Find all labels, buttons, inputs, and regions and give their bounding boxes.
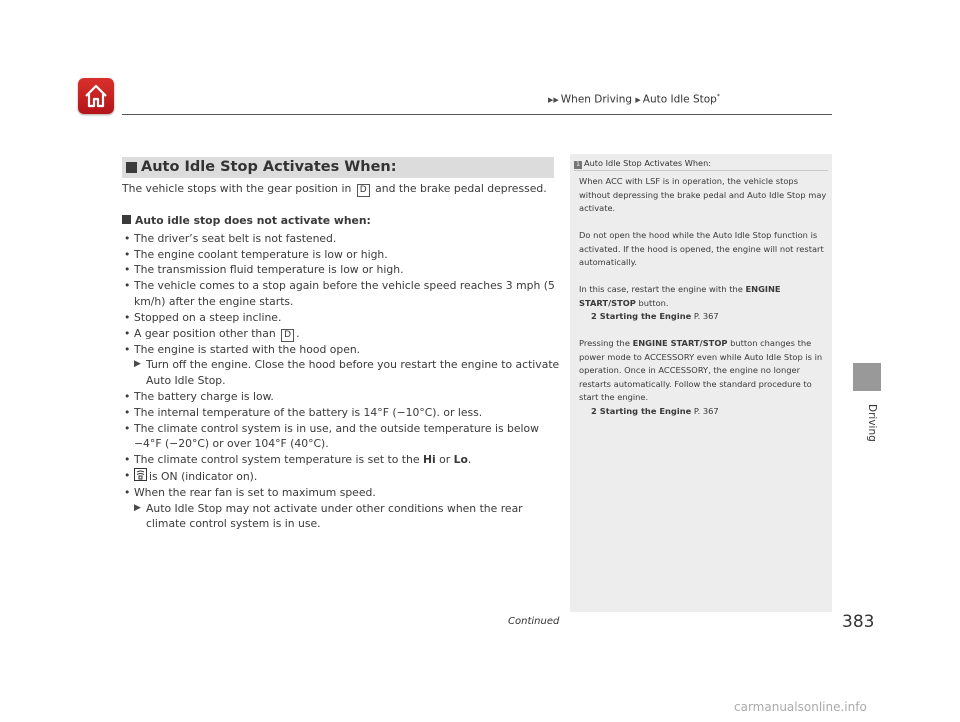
main-content [122,181,562,532]
list-item: • The internal temperature of the battery is 14°F (−10°C). or less. [124,405,483,419]
note-number-icon: 1 [574,161,582,169]
sidebar-body [579,175,827,432]
header-rule [122,114,832,115]
sub-note: ▶ Auto Idle Stop may not activate under other conditions when the rear climate control system is in use. [134,501,523,531]
sidebar-title: 1 Auto Idle Stop Activates When: [574,158,711,169]
list-item: • Stopped on a steep incline. [124,310,282,324]
page-number: 383 [842,612,875,632]
section-heading [122,157,554,178]
section-title: Auto Idle Stop Activates When: [141,159,397,175]
sidebar-divider [574,170,828,171]
square-bullet-icon [122,215,131,224]
home-button[interactable] [78,78,114,114]
intro-paragraph: The vehicle stops with the gear position in D and the brake pedal depressed. [122,182,547,195]
breadcrumb-item-auto-idle-stop[interactable]: Auto Idle Stop [642,93,717,106]
sub-note: ▶ Turn off the engine. Close the hood before you restart the engine to activate Auto Idle Stop. [134,358,560,388]
list-item: • The driver’s seat belt is not fastened. [124,231,337,245]
breadcrumb-arrow-icon: ▶ [635,95,641,104]
list-item: • The climate control system temperature is set to the Hi or Lo. [124,453,472,467]
continued-label: Continued [508,616,560,627]
watermark: carmanualsonline.info [734,700,867,714]
list-item: • The engine is started with the hood open. ▶ Turn off the engine. Close the hood before you restart the engine to activate Auto Idle Stop. [122,342,562,389]
list-item: • The vehicle comes to a stop again before the vehicle speed reaches 3 mph (5 km/h) after the engine starts. [124,279,555,308]
list-item: • The engine coolant temperature is low or high. [124,247,388,261]
cross-ref-icon: 2 [591,405,597,416]
square-bullet-icon [126,162,137,173]
breadcrumb [548,93,720,106]
triangle-arrow-icon: ▶ [134,359,141,370]
sidebar-paragraph: When ACC with LSF is in operation, the vehicle stops without depressing the brake pedal and Auto Idle Stop may activate. [579,176,827,213]
cross-reference-link[interactable]: 2 Starting the Engine P. 367 [591,405,719,416]
sidebar-paragraph: In this case, restart the engine with the ENGINE START/STOP button. 2 Starting the Engine P. 367 [579,283,827,324]
rear-fan-icon [134,468,147,481]
breadcrumb-arrow-icon: ▶▶ [548,95,559,104]
list-item: • The climate control system is in use, and the outside temperature is below −4°F (−20°C) or over 104°F (40°C). [124,421,539,451]
cross-ref-icon: 2 [591,311,597,321]
triangle-arrow-icon: ▶ [134,502,141,513]
sidebar-paragraph: Do not open the hood while the Auto Idle Stop function is activated. If the hood is opened, the engine will not restart automatically. [579,230,824,267]
sidebar-paragraph: Pressing the ENGINE START/STOP button changes the power mode to ACCESSORY even while Auto Idle Stop is in operation. Once in ACCESSORY, the engine no longer restarts automatically. Follow the standard procedure to start the engine. 2 Starting the Engine P. 367 [579,337,827,418]
breadcrumb-item-when-driving[interactable]: When Driving [560,93,633,106]
list-item: • When the rear fan is set to maximum speed. ▶ Auto Idle Stop may not activate under other conditions when the rear climate control system is in use. [122,485,562,532]
side-tab-label: Driving [866,404,878,442]
condition-list [122,231,562,532]
cross-reference-link[interactable]: 2 Starting the Engine P. 367 [591,311,719,321]
side-tab-marker[interactable] [853,363,881,391]
sidebar-note [570,154,832,612]
list-item: • A gear position other than D . [124,326,300,340]
list-item: • The transmission fluid temperature is low or high. [124,263,404,277]
list-item: • The battery charge is low. [124,389,274,403]
subheading: Auto idle stop does not activate when: [122,213,562,229]
home-icon [83,83,109,109]
gear-d-icon: D [281,329,294,342]
list-item: • is ON (indicator on). [124,468,258,483]
gear-d-icon: D [357,184,370,197]
breadcrumb-asterisk: * [716,93,720,100]
